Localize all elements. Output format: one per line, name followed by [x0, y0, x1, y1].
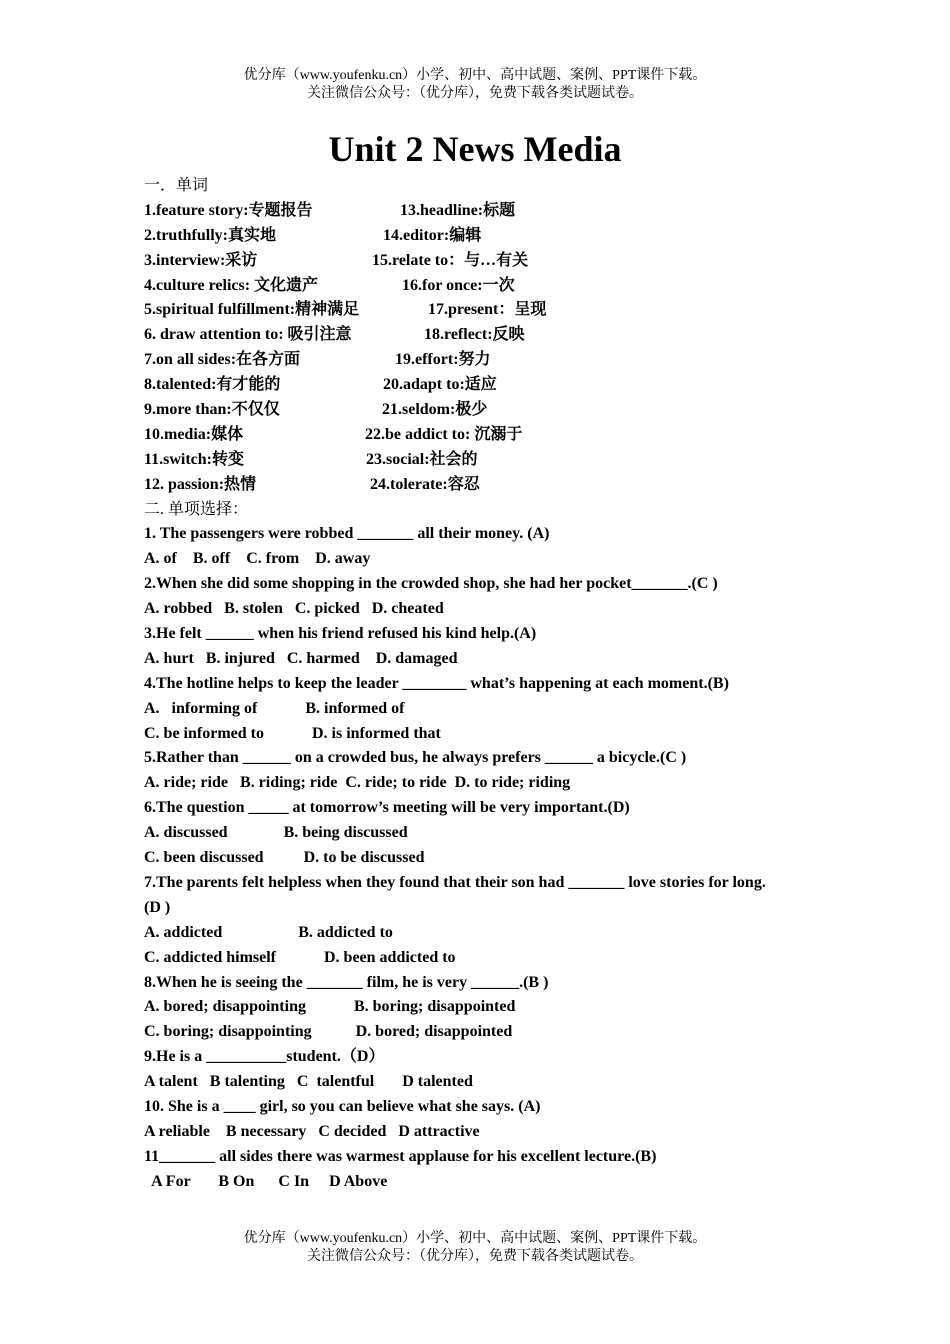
vocab-row	[144, 398, 844, 423]
vocab-right: 16.for once:一次	[402, 276, 515, 294]
options-line: A. informing of B. informed of	[144, 699, 405, 717]
question-answer: (D )	[144, 898, 171, 916]
document-body	[144, 174, 844, 1195]
vocab-row	[144, 448, 844, 473]
header-line-1: 优分库（www.youfenku.cn）小学、初中、高中试题、案例、PPT课件下载。	[243, 68, 707, 83]
options-line: C. boring; disappointing D. bored; disappointed	[144, 1023, 513, 1041]
section2-heading: 二. 单项选择：	[144, 500, 249, 518]
vocab-left: 5.spiritual fulfillment:精神满足	[144, 301, 360, 319]
vocab-right: 21.seldom:极少	[382, 401, 488, 419]
question-line: 6.The question _____ at tomorrow’s meeting will be very important.(D)	[144, 799, 630, 817]
page-footer	[0, 1230, 950, 1266]
vocab-right: 20.adapt to:适应	[383, 376, 497, 394]
options-line: C. addicted himself D. been addicted to	[144, 948, 456, 966]
page-title: Unit 2 News Media	[328, 129, 622, 169]
page-header	[0, 67, 950, 103]
question-line: 11_______ all sides there was warmest applause for his excellent lecture.(B)	[144, 1147, 657, 1165]
question-line: 9.He is a __________student.（D）	[144, 1048, 385, 1066]
question-line: 10. She is a ____ girl, so you can believe what she says. (A)	[144, 1097, 541, 1115]
options-line: A. hurt B. injured C. harmed D. damaged	[144, 649, 458, 667]
question-line: 5.Rather than ______ on a crowded bus, he always prefers ______ a bicycle.(C )	[144, 749, 687, 767]
question-line: 2.When she did some shopping in the crowded shop, she had her pocket_______.(C )	[144, 575, 718, 593]
vocab-left: 12. passion:热情	[144, 475, 257, 493]
vocab-left: 10.media:媒体	[144, 425, 244, 443]
vocab-right: 14.editor:编辑	[383, 226, 482, 244]
vocab-left: 3.interview:采访	[144, 251, 258, 269]
options-line: A. discussed B. being discussed	[144, 824, 408, 842]
section1-heading: 一．单词	[144, 177, 209, 194]
options-line: A. ride; ride B. riding; ride C. ride; to ride D. to ride; riding	[144, 774, 571, 792]
options-line: A. bored; disappointing B. boring; disappointed	[144, 998, 516, 1016]
options-line: C. been discussed D. to be discussed	[144, 849, 425, 867]
options-line: C. be informed to D. is informed that	[144, 724, 441, 742]
question-line: 8.When he is seeing the _______ film, he is very ______.(B )	[144, 973, 549, 991]
vocab-left: 9.more than:不仅仅	[144, 401, 280, 419]
options-line: A. of B. off C. from D. away	[144, 550, 371, 568]
vocab-row	[144, 224, 844, 249]
vocab-row	[144, 298, 844, 323]
vocab-left: 4.culture relics: 文化遗产	[144, 276, 319, 294]
options-line: A talent B talenting C talentful D talented	[144, 1073, 473, 1091]
options-line: A. addicted B. addicted to	[144, 923, 393, 941]
vocab-row	[144, 423, 844, 448]
question-line: 1. The passengers were robbed _______ all their money. (A)	[144, 525, 550, 543]
vocab-left: 8.talented:有才能的	[144, 376, 281, 394]
vocab-left: 6. draw attention to: 吸引注意	[144, 326, 352, 344]
options-line: A For B On C In D Above	[144, 1172, 388, 1190]
vocab-left: 11.switch:转变	[144, 450, 245, 468]
options-line: A. robbed B. stolen C. picked D. cheated	[144, 600, 444, 618]
question-line: 4.The hotline helps to keep the leader ________ what’s happening at each moment.(B)	[144, 674, 729, 692]
header-line-2: 关注微信公众号：（优分库），免费下载各类试题试卷。	[307, 86, 643, 101]
vocab-right: 19.effort:努力	[395, 351, 491, 369]
options-line: A reliable B necessary C decided D attractive	[144, 1122, 480, 1140]
vocab-row	[144, 473, 844, 498]
vocab-row	[144, 274, 844, 299]
vocab-right: 17.present：呈现	[428, 301, 547, 319]
vocab-left: 1.feature story:专题报告	[144, 201, 313, 219]
footer-line-2: 关注微信公众号：（优分库），免费下载各类试题试卷。	[307, 1249, 643, 1264]
vocab-row	[144, 249, 844, 274]
vocab-row	[144, 199, 844, 224]
vocab-left: 2.truthfully:真实地	[144, 226, 277, 244]
vocab-right: 24.tolerate:容忍	[370, 475, 480, 493]
vocab-right: 13.headline:标题	[400, 201, 516, 219]
vocab-row	[144, 323, 844, 348]
question-line: 7.The parents felt helpless when they found that their son had _______ love stories for long.	[144, 873, 766, 891]
question-line: 3.He felt ______ when his friend refused his kind help.(A)	[144, 625, 537, 643]
vocab-right: 18.reflect:反映	[424, 326, 525, 344]
vocab-right: 22.be addict to: 沉溺于	[365, 425, 523, 443]
vocab-row	[144, 373, 844, 398]
vocab-right: 15.relate to：与…有关	[372, 251, 529, 269]
footer-line-1: 优分库（www.youfenku.cn）小学、初中、高中试题、案例、PPT课件下载。	[243, 1231, 707, 1246]
vocab-right: 23.social:社会的	[366, 450, 478, 468]
vocab-left: 7.on all sides:在各方面	[144, 351, 301, 369]
vocab-row	[144, 348, 844, 373]
